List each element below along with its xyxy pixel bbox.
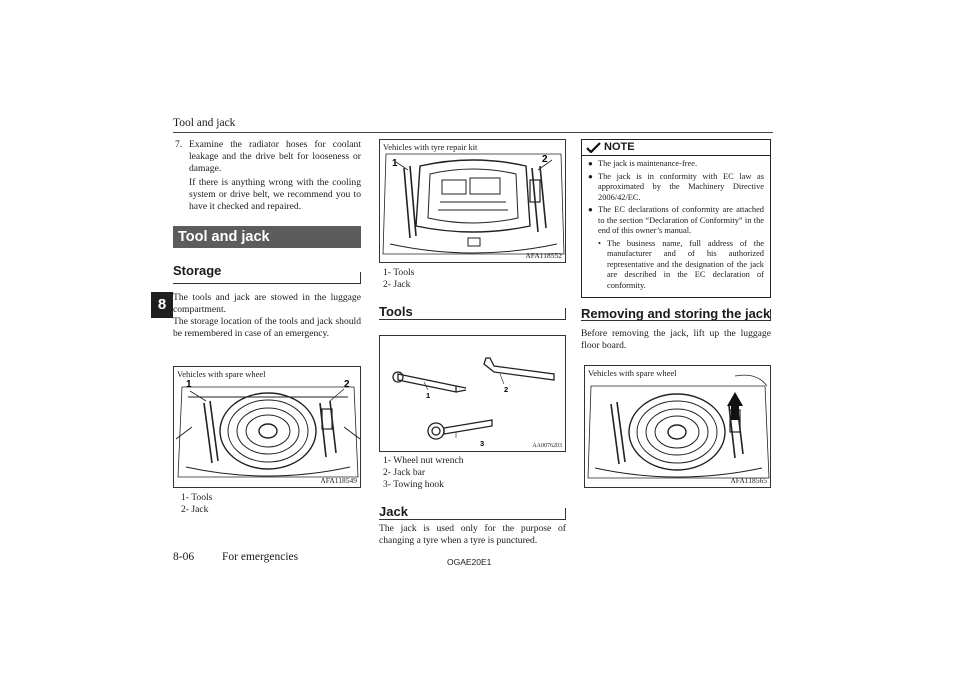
note-title: NOTE	[604, 141, 635, 153]
figure-removing-jack	[584, 365, 771, 488]
legend-item-tools: 1- Tools	[181, 492, 213, 503]
page-header: Tool and jack	[173, 117, 236, 129]
figure-tools	[379, 335, 566, 452]
legend-item-jack: 2- Jack	[383, 279, 411, 290]
sub-bullet-icon: •	[598, 238, 601, 248]
bullet-icon: ●	[588, 171, 593, 181]
figure-code: AFA118552	[525, 251, 562, 260]
chapter-tab: 8	[151, 292, 173, 318]
step-7-text: Examine the radiator hoses for coolant leakage and the drive belt for looseness or damage.	[189, 139, 361, 174]
callout-2: 2	[344, 379, 350, 390]
legend-item-towing-hook: 3- Towing hook	[383, 479, 444, 490]
tools-heading-rule	[379, 308, 566, 320]
callout-1: 1	[426, 391, 431, 400]
spare-wheel-illustration	[174, 367, 361, 488]
note-item	[588, 172, 764, 204]
figure-caption: Vehicles with spare wheel	[588, 368, 677, 378]
note-item	[588, 159, 764, 170]
callout-3: 3	[480, 439, 485, 448]
footer-section: For emergencies	[222, 551, 299, 563]
note-subitem	[588, 239, 764, 292]
legend-item-tools: 1- Tools	[383, 267, 415, 278]
note-box	[581, 139, 771, 298]
header-rule	[173, 132, 773, 133]
section-title-bar	[173, 226, 361, 248]
storage-heading: Storage	[173, 263, 222, 278]
section-title: Tool and jack	[178, 229, 270, 245]
figure-spare-wheel-storage	[173, 366, 361, 488]
step-7-followup: If there is anything wrong with the cooling system or drive belt, we recommend you to have it checked and repaired.	[189, 177, 361, 212]
legend-item-jack: 2- Jack	[181, 504, 209, 515]
tools-heading: Tools	[379, 304, 413, 319]
note-header	[582, 140, 770, 156]
figure-tyre-repair-kit-storage	[379, 139, 566, 263]
figure-caption: Vehicles with tyre repair kit	[383, 142, 478, 152]
jack-heading: Jack	[379, 504, 408, 519]
bullet-icon: ●	[588, 205, 593, 214]
legend-item-jack-bar: 2- Jack bar	[383, 467, 426, 478]
removing-text: Before removing the jack, lift up the luggage floor board.	[581, 328, 771, 351]
figure-code: AFA118565	[730, 476, 767, 485]
figure-caption: Vehicles with spare wheel	[177, 369, 266, 379]
callout-2: 2	[504, 385, 509, 394]
footer-doc-code: OGAE20E1	[447, 557, 492, 567]
pencil-check-icon	[586, 142, 602, 153]
callout-1: 1	[186, 379, 192, 390]
jack-heading-rule	[379, 508, 566, 520]
note-item-text: The EC declarations of conformity are attached to the section “Declaration of Conformity” in the end of this owner’s manual.	[598, 205, 764, 235]
storage-text: The tools and jack are stowed in the luggage compartment.	[173, 292, 361, 315]
callout-2: 2	[542, 154, 548, 165]
step-7-number: 7.	[175, 139, 183, 150]
figure-code: AFA118549	[320, 476, 357, 485]
note-item	[588, 205, 764, 237]
removing-jack-illustration	[585, 366, 771, 488]
page-number: 8-06	[173, 551, 195, 563]
tyre-repair-kit-illustration	[380, 140, 566, 263]
legend-item-wheel-nut-wrench: 1- Wheel nut wrench	[383, 455, 464, 466]
note-item-text: The jack is maintenance-free.	[598, 159, 698, 168]
note-item-text: The jack is in conformity with EC law as approximated by the Machinery Directive 2006/42/EC.	[598, 171, 764, 202]
note-subitem-text: The business name, full address of the manufacturer and of his authorized representative and the designation of the jack are described in the EC declaration of conformity.	[607, 238, 764, 290]
tools-illustration	[380, 336, 566, 452]
callout-1: 1	[392, 158, 398, 169]
removing-heading: Removing and storing the jack	[581, 306, 771, 321]
storage-text-2: The storage location of the tools and jack should be remembered in case of an emergency.	[173, 316, 361, 339]
removing-heading-rule	[581, 309, 771, 321]
figure-code: AA0076203	[532, 443, 562, 449]
jack-text: The jack is used only for the purpose of changing a tyre when a tyre is punctured.	[379, 523, 566, 546]
bullet-icon: ●	[588, 159, 593, 168]
storage-heading-rule	[173, 272, 361, 284]
